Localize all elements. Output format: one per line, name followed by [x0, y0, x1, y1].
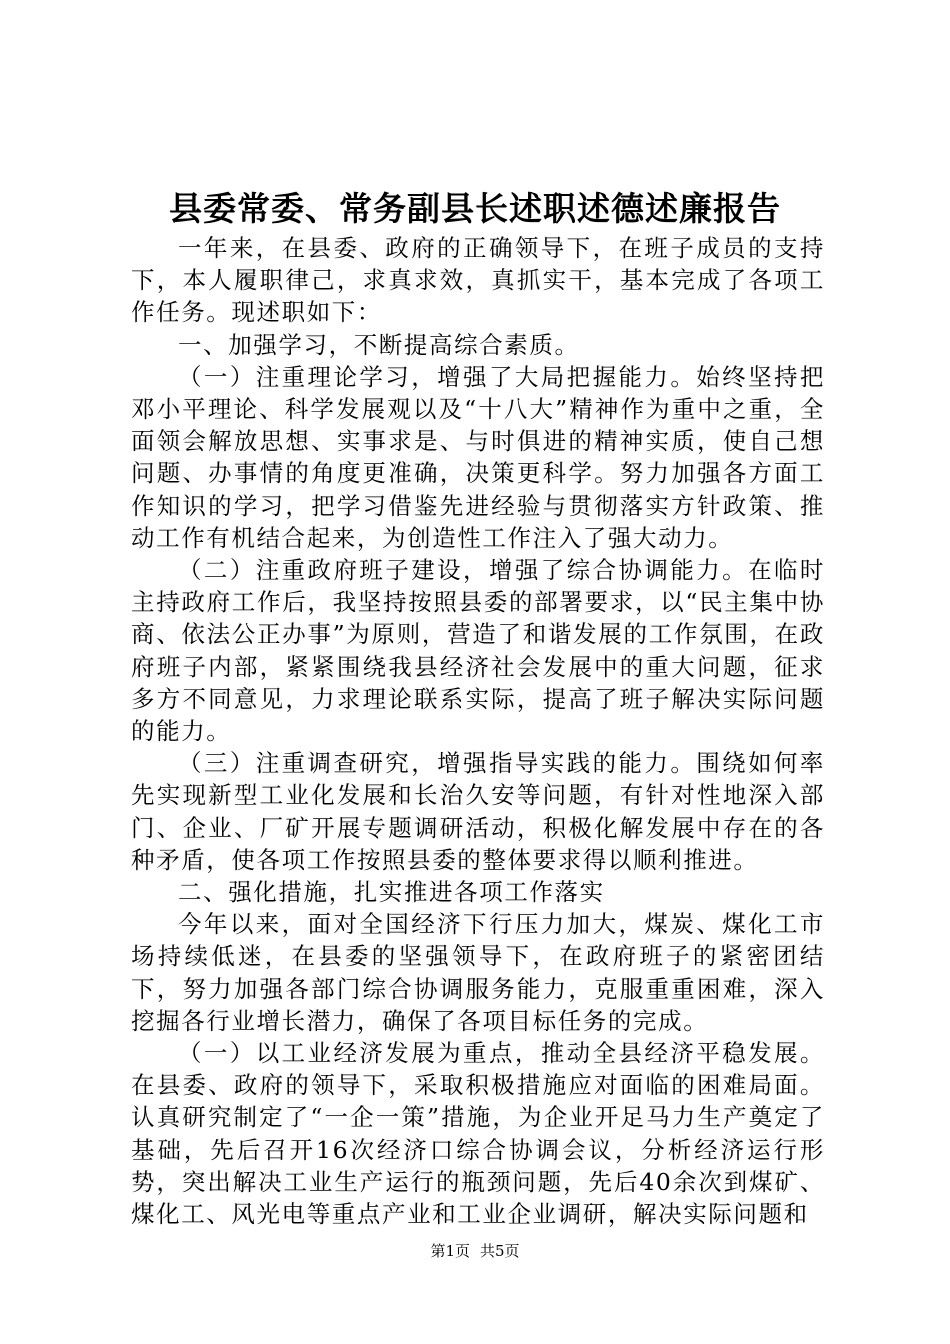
subsection-paragraph-1-2: （二）注重政府班子建设，增强了综合协调能力。在临时主持政府工作后，我坚持按照县委的部署要求，以“民主集中协商、依法公正办事”为原则，营造了和谐发展的工作氛围，在政府班子内部，紧紧围绕我县经济社会发展中的重大问题，征求多方不同意见，力求理论联系实际，提高了班子解决实际问题的能力。	[131, 556, 825, 746]
document-body	[131, 232, 825, 1230]
intro-paragraph: 一年来，在县委、政府的正确领导下，在班子成员的支持下，本人履职律己，求真求效，真抓实干，基本完成了各项工作任务。现述职如下：	[131, 234, 825, 327]
section-2-intro-paragraph: 今年以来，面对全国经济下行压力加大，煤炭、煤化工市场持续低迷，在县委的坚强领导下，在政府班子的紧密团结下，努力加强各部门综合协调服务能力，克服重重困难，深入挖掘各行业增长潜力，确保了各项目标任务的完成。	[131, 910, 825, 1035]
document-title: 县委常委、常务副县长述职述德述廉报告	[169, 189, 781, 228]
subsection-paragraph-1-3: （三）注重调查研究，增强指导实践的能力。围绕如何率先实现新型工业化发展和长治久安等问题，有针对性地深入部门、企业、厂矿开展专题调研活动，积极化解发展中存在的各种矛盾，使各项工作按照县委的整体要求得以顺利推进。	[131, 749, 825, 874]
page-number-current: 第1页	[430, 1242, 470, 1260]
subsection-paragraph-2-1: （一）以工业经济发展为重点，推动全县经济平稳发展。在县委、政府的领导下，采取积极措施应对面临的困难局面。认真研究制定了“一企一策”措施，为企业开足马力生产奠定了基础，先后召开16次经济口综合协调会议，分析经济运行形势，突出解决工业生产运行的瓶颈问题，先后40余次到煤矿、煤化工、风光电等重点产业和工业企业调研，解决实际问题和	[131, 1039, 825, 1229]
section-heading-1: 一、加强学习，不断提高综合素质。	[178, 330, 580, 359]
page-footer	[0, 1240, 950, 1262]
subsection-paragraph-1-1: （一）注重理论学习，增强了大局把握能力。始终坚持把邓小平理论、科学发展观以及“十八大”精神作为重中之重，全面领会解放思想、实事求是、与时俱进的精神实质，使自己想问题、办事情的角度更准确，决策更科学。努力加强各方面工作知识的学习，把学习借鉴先进经验与贯彻落实方针政策、推动工作有机结合起来，为创造性工作注入了强大动力。	[131, 362, 825, 552]
page-number-total: 共5页	[480, 1242, 520, 1260]
section-heading-2: 二、强化措施，扎实推进各项工作落实	[178, 878, 605, 907]
